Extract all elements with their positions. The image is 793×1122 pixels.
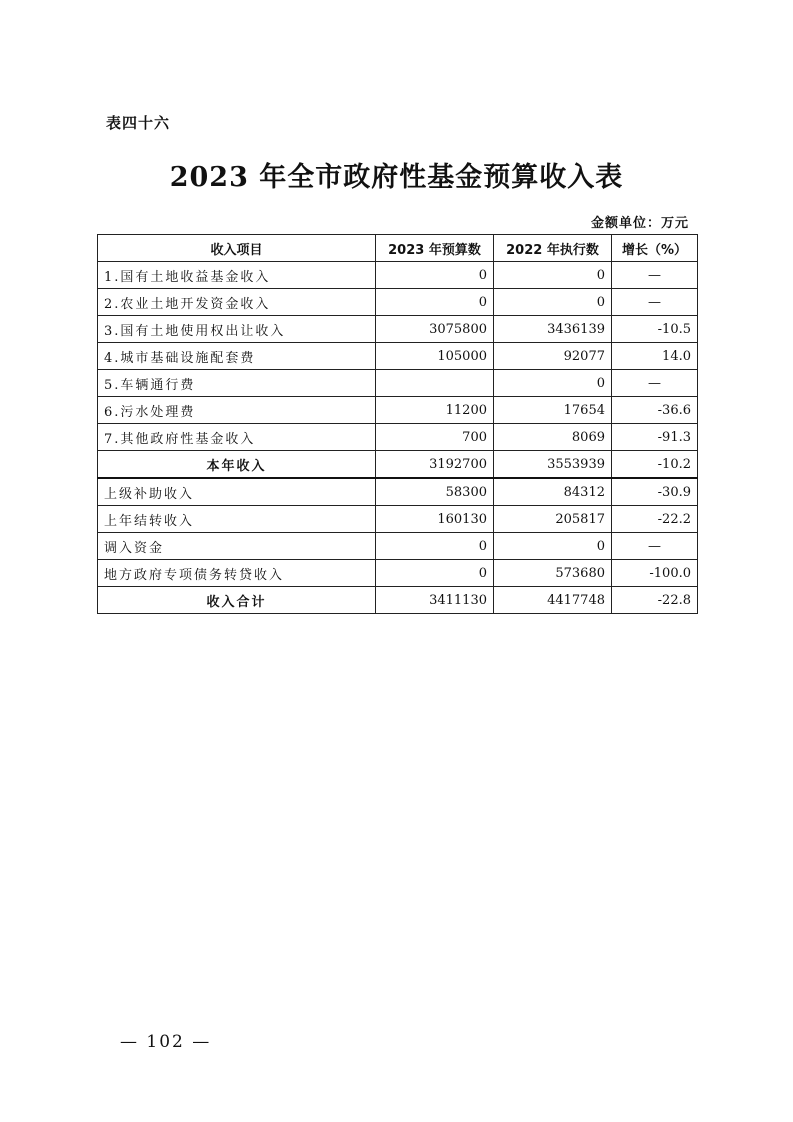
row-budget-2023: 3192700 bbox=[376, 451, 494, 479]
row-exec-2022: 8069 bbox=[494, 424, 612, 451]
row-name: 6.污水处理费 bbox=[98, 397, 376, 424]
column-header-exec-2022: 2022 年执行数 bbox=[494, 235, 612, 262]
row-budget-2023: 105000 bbox=[376, 343, 494, 370]
row-growth: 14.0 bbox=[612, 343, 698, 370]
row-growth: -30.9 bbox=[612, 478, 698, 506]
row-budget-2023: 11200 bbox=[376, 397, 494, 424]
table-row bbox=[98, 560, 698, 587]
table-row bbox=[98, 262, 698, 289]
row-name: 地方政府专项债务转贷收入 bbox=[98, 560, 376, 587]
row-exec-2022: 92077 bbox=[494, 343, 612, 370]
row-growth: -22.8 bbox=[612, 587, 698, 614]
budget-table bbox=[97, 234, 698, 614]
table-row bbox=[98, 397, 698, 424]
row-growth: -100.0 bbox=[612, 560, 698, 587]
row-exec-2022: 3436139 bbox=[494, 316, 612, 343]
table-label: 表四十六 bbox=[106, 114, 171, 132]
table-row bbox=[98, 343, 698, 370]
table-row bbox=[98, 533, 698, 560]
page-title: 2023 年全市政府性基金预算收入表 bbox=[169, 162, 624, 193]
row-name: 1.国有土地收益基金收入 bbox=[98, 262, 376, 289]
row-name: 上级补助收入 bbox=[98, 478, 376, 506]
row-budget-2023 bbox=[376, 370, 494, 397]
table-row bbox=[98, 370, 698, 397]
page-number: — 102 — bbox=[120, 1032, 212, 1052]
table-row bbox=[98, 316, 698, 343]
row-exec-2022: 0 bbox=[494, 533, 612, 560]
row-growth: -36.6 bbox=[612, 397, 698, 424]
row-budget-2023: 160130 bbox=[376, 506, 494, 533]
row-growth: — bbox=[612, 370, 698, 397]
row-exec-2022: 0 bbox=[494, 262, 612, 289]
row-exec-2022: 17654 bbox=[494, 397, 612, 424]
row-budget-2023: 58300 bbox=[376, 478, 494, 506]
row-budget-2023: 3411130 bbox=[376, 587, 494, 614]
row-name: 本年收入 bbox=[98, 451, 376, 479]
row-growth: — bbox=[612, 262, 698, 289]
table-row bbox=[98, 424, 698, 451]
row-exec-2022: 0 bbox=[494, 289, 612, 316]
total-row bbox=[98, 587, 698, 614]
unit-note: 金额单位：万元 bbox=[590, 216, 689, 231]
row-budget-2023: 3075800 bbox=[376, 316, 494, 343]
row-budget-2023: 0 bbox=[376, 289, 494, 316]
row-exec-2022: 3553939 bbox=[494, 451, 612, 479]
row-exec-2022: 84312 bbox=[494, 478, 612, 506]
subtotal-row bbox=[98, 451, 698, 479]
row-budget-2023: 0 bbox=[376, 262, 494, 289]
table-row bbox=[98, 506, 698, 533]
table-row bbox=[98, 289, 698, 316]
row-name: 2.农业土地开发资金收入 bbox=[98, 289, 376, 316]
row-exec-2022: 4417748 bbox=[494, 587, 612, 614]
row-budget-2023: 0 bbox=[376, 560, 494, 587]
row-budget-2023: 0 bbox=[376, 533, 494, 560]
row-growth: — bbox=[612, 289, 698, 316]
row-budget-2023: 700 bbox=[376, 424, 494, 451]
row-growth: -10.2 bbox=[612, 451, 698, 479]
row-name: 3.国有土地使用权出让收入 bbox=[98, 316, 376, 343]
row-name: 4.城市基础设施配套费 bbox=[98, 343, 376, 370]
row-growth: -22.2 bbox=[612, 506, 698, 533]
row-growth: — bbox=[612, 533, 698, 560]
column-header-budget-2023: 2023 年预算数 bbox=[376, 235, 494, 262]
row-growth: -10.5 bbox=[612, 316, 698, 343]
row-exec-2022: 573680 bbox=[494, 560, 612, 587]
row-name: 5.车辆通行费 bbox=[98, 370, 376, 397]
row-exec-2022: 0 bbox=[494, 370, 612, 397]
row-name: 收入合计 bbox=[98, 587, 376, 614]
row-growth: -91.3 bbox=[612, 424, 698, 451]
column-header-growth: 增长（%） bbox=[612, 235, 698, 262]
row-name: 调入资金 bbox=[98, 533, 376, 560]
row-exec-2022: 205817 bbox=[494, 506, 612, 533]
table-header-row bbox=[98, 235, 698, 262]
table-row bbox=[98, 478, 698, 506]
row-name: 7.其他政府性基金收入 bbox=[98, 424, 376, 451]
row-name: 上年结转收入 bbox=[98, 506, 376, 533]
column-header-item: 收入项目 bbox=[98, 235, 376, 262]
